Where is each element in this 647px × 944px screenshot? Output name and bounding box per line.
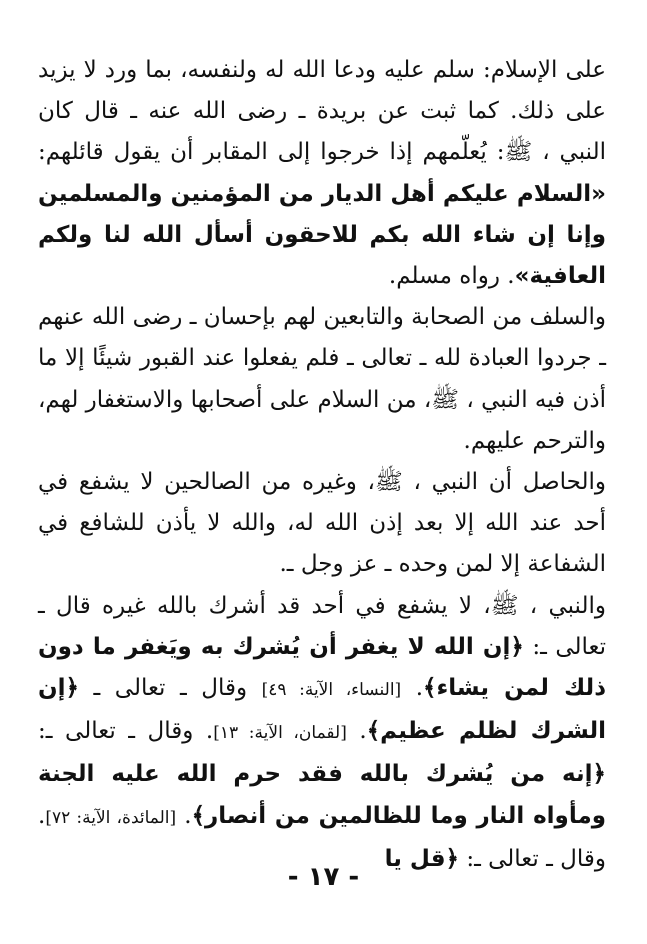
verse-reference-2: [لقمان، الآية: ١٣]: [213, 723, 347, 744]
verse-quote-4: ﴿قل يا: [384, 845, 460, 872]
hadith-quote: «السلام عليكم أهل الديار من المؤمنين والمسلمين وإنا إن شاء الله بكم للاحقون أسأل الله لنا ولكم العافية»: [38, 180, 606, 290]
verse-quote-3: ﴿إنه من يُشرك بالله فقد حرم الله عليه الجنة ومأواه النار وما للظالمين من أنصار﴾: [38, 761, 607, 829]
paragraph-4: [38, 586, 606, 880]
verse-quote-2: ﴿إن الشرك لظلم عظيم﴾: [38, 675, 606, 745]
paragraph-3: [38, 462, 606, 586]
paragraph-3-text: والحاصل أن النبي ، ﷺ، وغيره من الصالحين لا يشفع في أحد عند الله إلا بعد إذن الله له، والله لا يأذن للشافع في الشفاعة إلا لمن وحده ـ عز وجل ـ.: [38, 469, 606, 578]
punctuation: .: [346, 718, 367, 745]
connector-text: وقال ـ تعالى ـ: [79, 675, 262, 702]
connector-text: . وقال ـ تعالى ـ:: [38, 802, 606, 872]
paragraph-2: [38, 297, 606, 462]
verse-quote-1: ﴿إن الله لا يغفر أن يُشرك به ويَغفر ما دون ذلك لمن يشاء﴾: [38, 633, 606, 702]
paragraph-2-text: والسلف من الصحابة والتابعين لهم بإحسان ـ رضى الله عنهم ـ جردوا العبادة لله ـ تعالى ـ فلم يفعلوا عند القبور شيئًا إلا ما أذن فيه النبي ، ﷺ، من السلام على أصحابها والاستغفار لهم، والترحم عليهم.: [38, 304, 606, 454]
punctuation: .: [401, 675, 424, 702]
verse-reference-3: [المائدة، الآية: ٧٢]: [45, 807, 177, 828]
paragraph-4-intro: والنبي ، ﷺ، لا يشفع في أحد قد أشرك بالله غيره قال ـ تعالى ـ:: [38, 592, 607, 660]
paragraph-1-ending: . رواه مسلم.: [388, 263, 515, 290]
page-number: - ١٧ -: [287, 862, 360, 892]
punctuation: .: [176, 802, 192, 829]
verse-reference-1: [النساء، الآية: ٤٩]: [261, 680, 402, 701]
connector-text: . وقال ـ تعالى ـ:: [38, 718, 214, 745]
body-text: [38, 50, 606, 880]
paragraph-1: [38, 50, 606, 297]
paragraph-1-text: على الإسلام: سلم عليه ودعا الله له ولنفسه، بما ورد لا يزيد على ذلك. كما ثبت عن بريدة ـ رضى الله عنه ـ قال كان النبي ، ﷺ: يُعلّمهم إذا خرجوا إلى المقابر أن يقول قائلهم:: [38, 57, 606, 166]
